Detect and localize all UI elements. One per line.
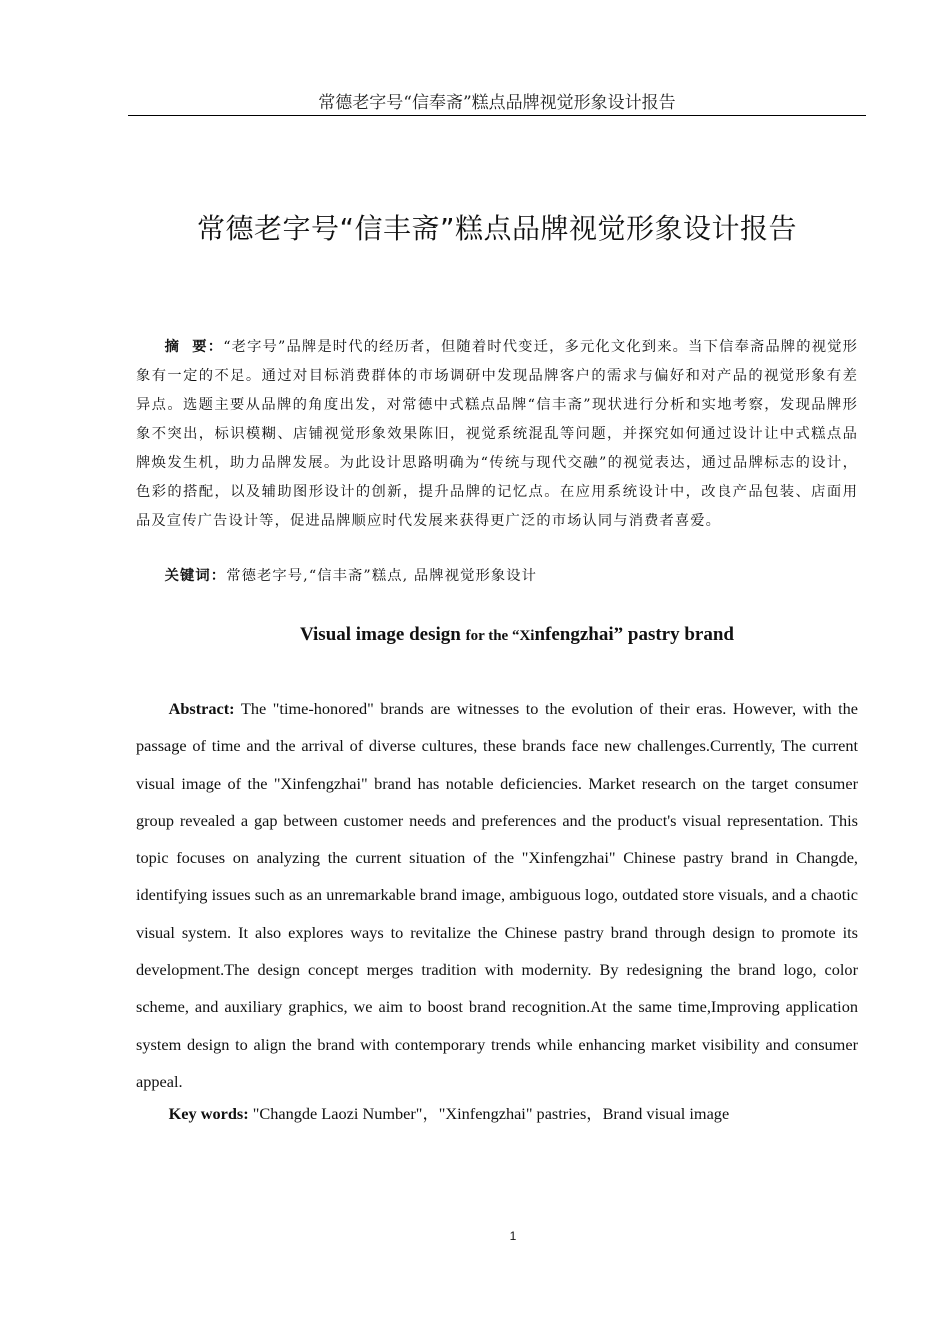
header-rule	[128, 115, 866, 116]
chinese-title: 常德老字号“信丰斋”糕点品牌视觉形象设计报告	[196, 212, 797, 245]
chinese-keywords-label: 关键词：	[164, 568, 227, 584]
chinese-abstract-text: “老字号”品牌是时代的经历者，但随着时代变迁，多元化文化到来。当下信奉斋品牌的视觉形象有一定的不足。通过对目标消费群体的市场调研中发现品牌客户的需求与偏好和对产品的视觉形象有差异点。选题主要从品牌的角度出发，对常德中式糕点品牌“信丰斋”现状进行分析和实地考察，发现品牌形象不突出，标识模糊、店铺视觉形象效果陈旧，视觉系统混乱等问题，并探究如何通过设计让中式糕点品牌焕发生机，助力品牌发展。为此设计思路明确为“传统与现代交融”的视觉表达，通过品牌标志的设计，色彩的搭配，以及辅助图形设计的创新，提升品牌的记忆点。在应用系统设计中，改良产品包装、店面用品及宣传广告设计等，促进品牌顺应时代发展来获得更广泛的市场认同与消费者喜爱。	[136, 339, 858, 529]
page-number: 1	[509, 1229, 517, 1243]
english-title-part4: nfengzhai” pastry brand	[534, 624, 734, 645]
chinese-abstract	[136, 333, 858, 536]
english-keywords	[136, 1100, 858, 1128]
running-header: 常德老字号“信奉斋”糕点品牌视觉形象设计报告	[318, 93, 676, 113]
english-abstract-label: Abstract:	[168, 699, 235, 718]
english-title-part1: Visual image design	[300, 624, 466, 645]
english-keywords-text: "Changde Laozi Number"，"Xinfengzhai" pastries，Brand visual image	[252, 1104, 730, 1123]
english-keywords-label: Key words:	[168, 1104, 249, 1123]
english-title	[136, 622, 898, 649]
chinese-keywords-text: 常德老字号,“信丰斋”糕点, 品牌视觉形象设计	[226, 568, 538, 584]
english-title-part2: for the “	[465, 628, 520, 644]
english-abstract	[136, 690, 858, 1100]
english-abstract-text: The "time-honored" brands are witnesses to the evolution of their eras. However, with the passage of time and the arrival of diverse cultures, these brands face new challenges.Currently, The current visual image of the "Xinfengzhai" brand has notable deficiencies. Market research on the target consumer group revealed a gap between customer needs and preferences and the product's visual representation. This topic focuses on analyzing the current situation of the "Xinfengzhai" Chinese pastry brand in Changde, identifying issues such as an unremarkable brand image, ambiguous logo, outdated store visuals, and a chaotic visual system. It also explores ways to revitalize the Chinese pastry brand through design to promote its development.The design concept merges tradition with modernity. By redesigning the brand logo, color scheme, and auxiliary graphics, we aim to boost brand recognition.At the same time,Improving application system design to align the brand with contemporary trends while enhancing market visibility and consumer appeal.	[136, 699, 858, 1091]
chinese-abstract-label: 摘 要：	[164, 339, 224, 355]
chinese-keywords	[136, 562, 858, 591]
english-title-part3: Xi	[519, 628, 535, 644]
